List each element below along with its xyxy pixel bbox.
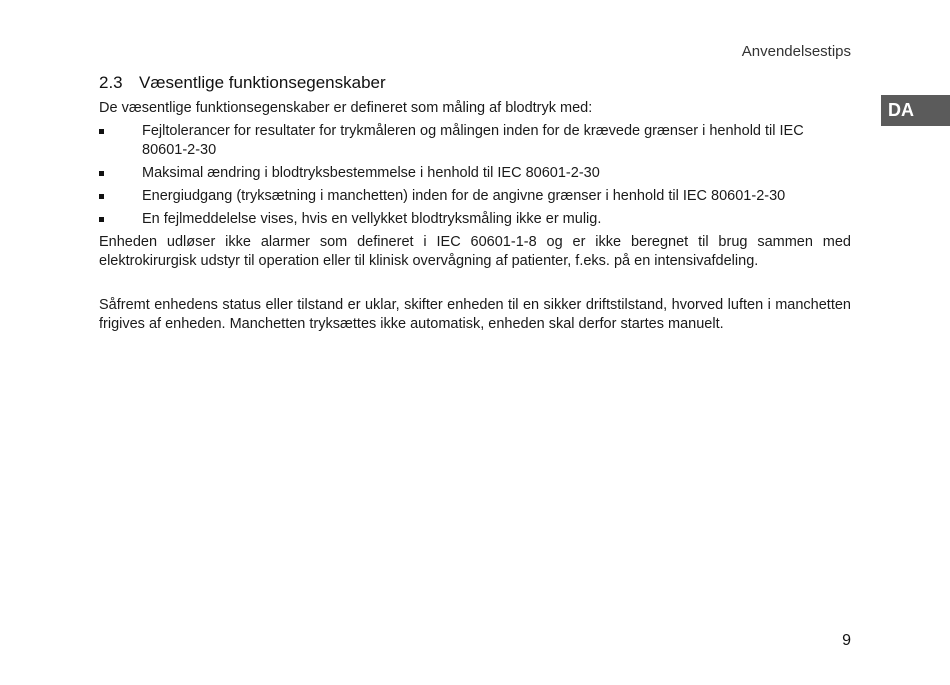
list-item [99,164,851,183]
bullet-square-icon [99,194,104,199]
section-number: 2.3 [99,73,123,92]
intro-paragraph: De væsentlige funktionsegenskaber er defineret som måling af blodtryk med: [99,100,593,116]
list-item [99,210,851,229]
feature-list [99,122,851,229]
list-item-text: Energiudgang (tryksætning i manchetten) inden for de angivne grænser i henhold til IEC 80601-2-30 [142,188,786,204]
list-item [99,187,851,206]
bullet-square-icon [99,171,104,176]
list-item-text: Maksimal ændring i blodtryksbestemmelse i henhold til IEC 80601-2-30 [142,165,600,181]
section-title-text: Væsentlige funktionsegenskaber [139,73,386,92]
alarm-paragraph: Enheden udløser ikke alarmer som defineret i IEC 60601-1-8 og er ikke beregnet til brug sammen med elektrokirurgisk udstyr til operation eller til klinisk overvågning af patienter, f.eks. på en intensivafdeling. [99,234,851,269]
paragraph-spacer [99,271,851,296]
page-content [99,73,851,334]
section-title [99,73,851,93]
list-item [99,122,851,160]
running-header: Anvendelsestips [741,43,851,60]
page-number: 9 [842,632,851,649]
safe-state-paragraph: Såfremt enhedens status eller tilstand er uklar, skifter enheden til en sikker driftstilstand, hvorved luften i manchetten frigives af enheden. Manchetten tryksættes ikke automatisk, enheden skal derfor startes manuelt. [99,297,851,332]
list-item-text: Fejltolerancer for resultater for trykmåleren og målingen inden for de krævede grænser i henhold til IEC 80601-2-30 [142,123,804,158]
bullet-square-icon [99,129,104,134]
bullet-square-icon [99,217,104,222]
list-item-text: En fejlmeddelelse vises, hvis en vellykket blodtryksmåling ikke er mulig. [142,211,602,227]
language-tab: DA [881,95,950,126]
